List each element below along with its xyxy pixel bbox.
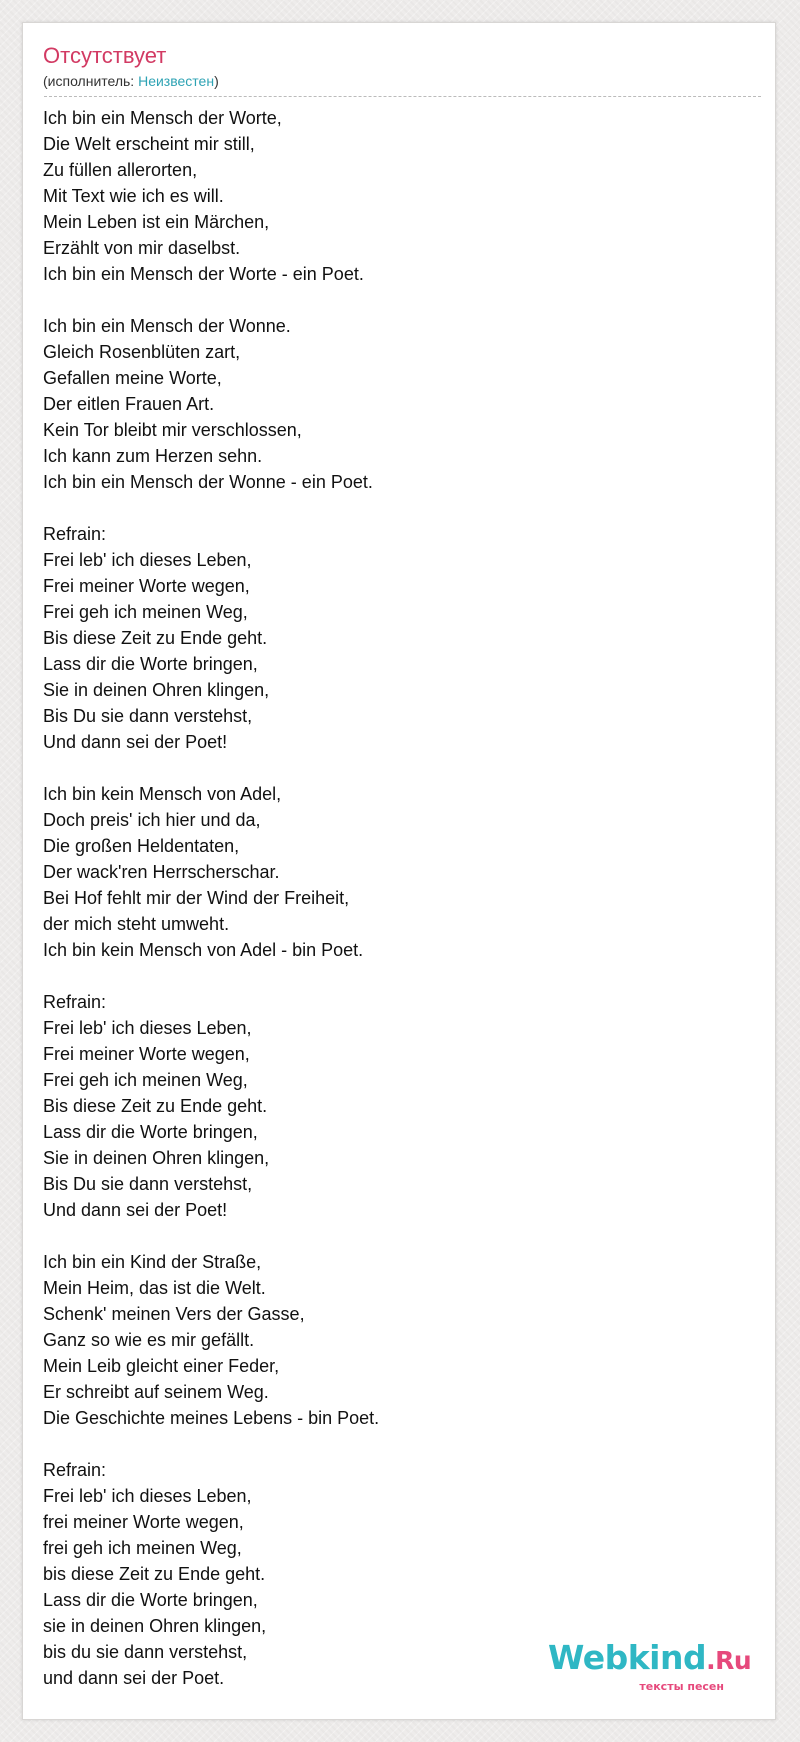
lyric-line: Ich bin ein Mensch der Worte, — [43, 108, 282, 128]
webkind-logo — [548, 1638, 752, 1695]
lyric-line: Refrain: — [43, 1460, 107, 1480]
lyric-line: Und dann sei der Poet! — [43, 1200, 228, 1220]
stanza-gap — [43, 1431, 761, 1457]
lyric-line: Refrain: — [43, 524, 107, 544]
watermark-tld: .Ru — [706, 1646, 752, 1675]
stanza — [43, 1249, 761, 1431]
lyric-line: Frei meiner Worte wegen, — [43, 576, 250, 596]
stanza — [43, 105, 761, 287]
watermark-brand-name: Webkind — [548, 1638, 707, 1677]
lyric-line: Gefallen meine Worte, — [43, 368, 222, 388]
lyric-line: Frei meiner Worte wegen, — [43, 1044, 250, 1064]
lyric-line: Der eitlen Frauen Art. — [43, 394, 215, 414]
lyric-line: Mit Text wie ich es will. — [43, 186, 224, 206]
header-divider — [44, 96, 761, 97]
lyric-line: Erzählt von mir daselbst. — [43, 238, 241, 258]
watermark-brand — [548, 1638, 752, 1680]
stanza-gap — [43, 1223, 761, 1249]
lyric-line: Die Welt erscheint mir still, — [43, 134, 255, 154]
lyric-line: Die großen Heldentaten, — [43, 836, 240, 856]
lyric-line: Ich bin kein Mensch von Adel, — [43, 784, 282, 804]
lyric-line: Gleich Rosenblüten zart, — [43, 342, 241, 362]
lyric-line: der mich steht umweht. — [43, 914, 230, 934]
stanza-gap — [43, 287, 761, 313]
stanza — [43, 521, 761, 755]
artist-prefix: (исполнитель: — [43, 73, 139, 89]
lyric-line: Refrain: — [43, 992, 107, 1012]
lyric-line: Schenk' meinen Vers der Gasse, — [43, 1304, 305, 1324]
lyric-line: Ich bin ein Mensch der Wonne. — [43, 316, 291, 336]
lyric-line: Kein Tor bleibt mir verschlossen, — [43, 420, 302, 440]
lyric-line: Sie in deinen Ohren klingen, — [43, 680, 270, 700]
stanza-gap — [43, 755, 761, 781]
lyric-line: bis du sie dann verstehst, — [43, 1642, 248, 1662]
stanza — [43, 313, 761, 495]
lyric-line: Bis Du sie dann verstehst, — [43, 1174, 253, 1194]
lyrics-card — [22, 22, 776, 1720]
song-header — [43, 43, 761, 105]
lyric-line: Zu füllen allerorten, — [43, 160, 198, 180]
lyric-line: sie in deinen Ohren klingen, — [43, 1616, 267, 1636]
lyric-line: und dann sei der Poet. — [43, 1668, 225, 1688]
lyric-line: Der wack'ren Herrscherschar. — [43, 862, 280, 882]
artist-suffix: ) — [214, 73, 219, 89]
lyric-line: Bei Hof fehlt mir der Wind der Freiheit, — [43, 888, 350, 908]
lyric-line: Doch preis' ich hier und da, — [43, 810, 261, 830]
lyric-line: Ich bin kein Mensch von Adel - bin Poet. — [43, 940, 364, 960]
lyric-line: Frei leb' ich dieses Leben, — [43, 1486, 252, 1506]
lyric-line: Und dann sei der Poet! — [43, 732, 228, 752]
lyric-line: Lass dir die Worte bringen, — [43, 1590, 258, 1610]
stanza — [43, 781, 761, 963]
lyric-line: Bis diese Zeit zu Ende geht. — [43, 1096, 268, 1116]
lyric-line: Frei geh ich meinen Weg, — [43, 602, 248, 622]
lyric-line: Ganz so wie es mir gefällt. — [43, 1330, 255, 1350]
watermark-tagline: тексты песен — [639, 1680, 724, 1693]
lyric-line: Ich bin ein Mensch der Wonne - ein Poet. — [43, 472, 373, 492]
lyric-line: Mein Leben ist ein Märchen, — [43, 212, 270, 232]
stanza-gap — [43, 495, 761, 521]
song-title: Отсутствует — [43, 43, 167, 68]
artist-link[interactable]: Неизвестен — [138, 73, 215, 89]
lyric-line: bis diese Zeit zu Ende geht. — [43, 1564, 266, 1584]
lyrics-body — [43, 105, 761, 1691]
lyric-line: Frei leb' ich dieses Leben, — [43, 1018, 252, 1038]
artist-line — [43, 72, 761, 90]
lyric-line: Mein Leib gleicht einer Feder, — [43, 1356, 280, 1376]
lyric-line: Ich bin ein Kind der Straße, — [43, 1252, 262, 1272]
lyric-line: Er schreibt auf seinem Weg. — [43, 1382, 269, 1402]
lyric-line: Mein Heim, das ist die Welt. — [43, 1278, 266, 1298]
lyric-line: Frei geh ich meinen Weg, — [43, 1070, 248, 1090]
stanza-gap — [43, 963, 761, 989]
lyric-line: Lass dir die Worte bringen, — [43, 654, 258, 674]
lyric-line: frei meiner Worte wegen, — [43, 1512, 244, 1532]
lyric-line: frei geh ich meinen Weg, — [43, 1538, 242, 1558]
lyric-line: Ich kann zum Herzen sehn. — [43, 446, 263, 466]
lyric-line: Die Geschichte meines Lebens - bin Poet. — [43, 1408, 380, 1428]
lyric-line: Lass dir die Worte bringen, — [43, 1122, 258, 1142]
lyric-line: Ich bin ein Mensch der Worte - ein Poet. — [43, 264, 364, 284]
stanza — [43, 989, 761, 1223]
lyric-line: Sie in deinen Ohren klingen, — [43, 1148, 270, 1168]
lyric-line: Frei leb' ich dieses Leben, — [43, 550, 252, 570]
lyric-line: Bis Du sie dann verstehst, — [43, 706, 253, 726]
lyric-line: Bis diese Zeit zu Ende geht. — [43, 628, 268, 648]
